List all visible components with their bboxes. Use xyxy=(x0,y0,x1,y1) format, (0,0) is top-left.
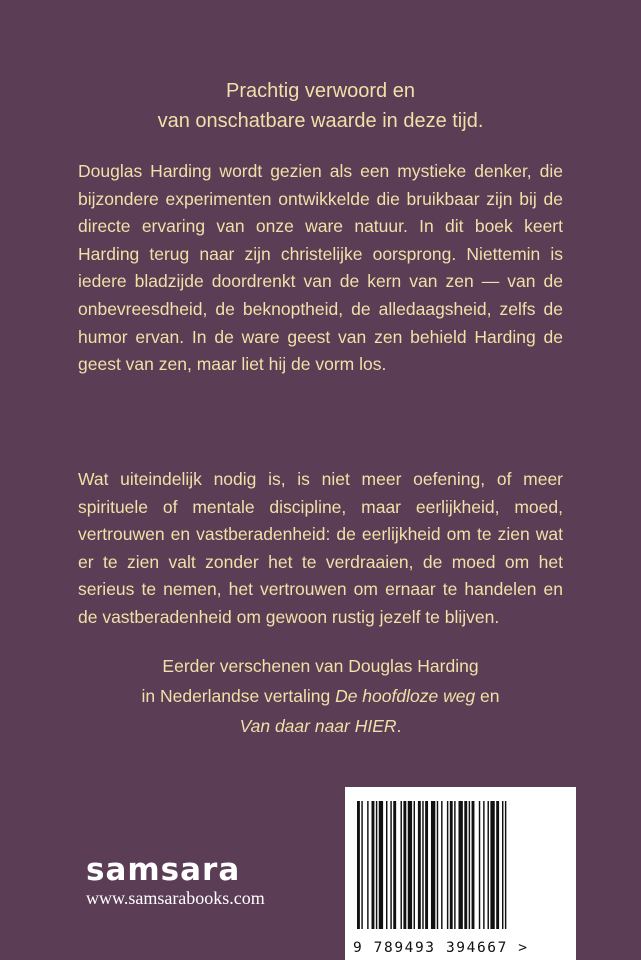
blurb-paragraph-1: Douglas Harding wordt gezien als een mystieke denker, die bijzondere experimenten ontwikkelde die bruikbaar zijn bij de directe ervaring van onze ware natuur. In dit boek keert Harding terug naar zijn christelijke oorsprong. Niettemin is iedere bladzijde doordrenkt van de kern van zen — van de onbevreesdheid, de beknoptheid, de alledaagsheid, zelfs de humor ervan. In de ware geest van zen behield Harding de geest van zen, maar liet hij de vorm los. xyxy=(78,161,563,375)
barcode-bar xyxy=(459,801,463,929)
barcode-bar xyxy=(479,801,480,929)
barcode-bar xyxy=(379,801,383,929)
barcode-bar xyxy=(431,801,435,929)
book-title-2: Van daar naar HIER xyxy=(239,716,397,736)
barcode-bar xyxy=(393,801,396,929)
publisher-logo: samsara xyxy=(86,852,241,888)
barcode-bar xyxy=(464,801,467,929)
barcode-bar xyxy=(367,801,368,929)
earlier-works xyxy=(0,651,641,741)
publisher-website: www.samsarabooks.com xyxy=(86,888,265,908)
barcode-bar xyxy=(361,801,362,929)
barcode-bar xyxy=(357,801,360,929)
isbn-digits: 9 789493 394667 > xyxy=(353,940,529,956)
barcode-bar xyxy=(490,801,494,929)
earlier-works-line-1: Eerder verschenen van Douglas Harding xyxy=(162,656,479,676)
barcode-bar xyxy=(505,801,506,929)
barcode-bar xyxy=(372,801,375,929)
barcode-bar xyxy=(441,801,442,929)
barcode-bar xyxy=(414,801,415,929)
barcode-bar xyxy=(390,801,391,929)
barcode-bar xyxy=(496,801,499,929)
book-title-1: De hoofdloze weg xyxy=(335,686,476,706)
barcode-bar xyxy=(488,801,489,929)
barcode-bar xyxy=(447,801,448,929)
barcode-bar xyxy=(422,801,423,929)
barcode-bars xyxy=(357,801,564,929)
blurb-paragraph-2: Wat uiteindelijk nodig is, is niet meer oefening, of meer spirituele of mentale discipline, maar eerlijkheid, moed, vertrouwen en vastberadenheid: de eerlijkheid om te zien wat er te zien valt zonder het te verdraaien, de moed om het serieus te nemen, het vertrouwen om ernaar te handelen en de vastberadenheid om gewoon rustig jezelf te blijven. xyxy=(78,469,563,627)
barcode-bar xyxy=(450,801,453,929)
isbn-barcode xyxy=(345,787,576,960)
barcode-bar xyxy=(386,801,387,929)
barcode-bar xyxy=(469,801,470,929)
earlier-works-line-2 xyxy=(0,681,641,711)
earlier-works-period: . xyxy=(396,716,402,736)
barcode-bar xyxy=(401,801,402,929)
barcode-bar xyxy=(454,801,455,929)
barcode-bar xyxy=(502,801,503,929)
earlier-works-line-3 xyxy=(0,711,641,741)
tagline-line-2: van onschatbare waarde in deze tijd. xyxy=(157,110,484,132)
earlier-works-prefix: in Nederlandse vertaling xyxy=(141,686,336,706)
barcode-bar xyxy=(376,801,377,929)
barcode-bar xyxy=(418,801,421,929)
tagline-line-1: Prachtig verwoord en xyxy=(226,80,415,102)
barcode-bar xyxy=(472,801,475,929)
barcode-bar xyxy=(483,801,484,929)
earlier-works-suffix: en xyxy=(475,686,500,706)
barcode-bar xyxy=(403,801,406,929)
barcode-bar xyxy=(408,801,412,929)
tagline xyxy=(0,76,641,136)
barcode-bar xyxy=(425,801,428,929)
barcode-bar xyxy=(437,801,438,929)
